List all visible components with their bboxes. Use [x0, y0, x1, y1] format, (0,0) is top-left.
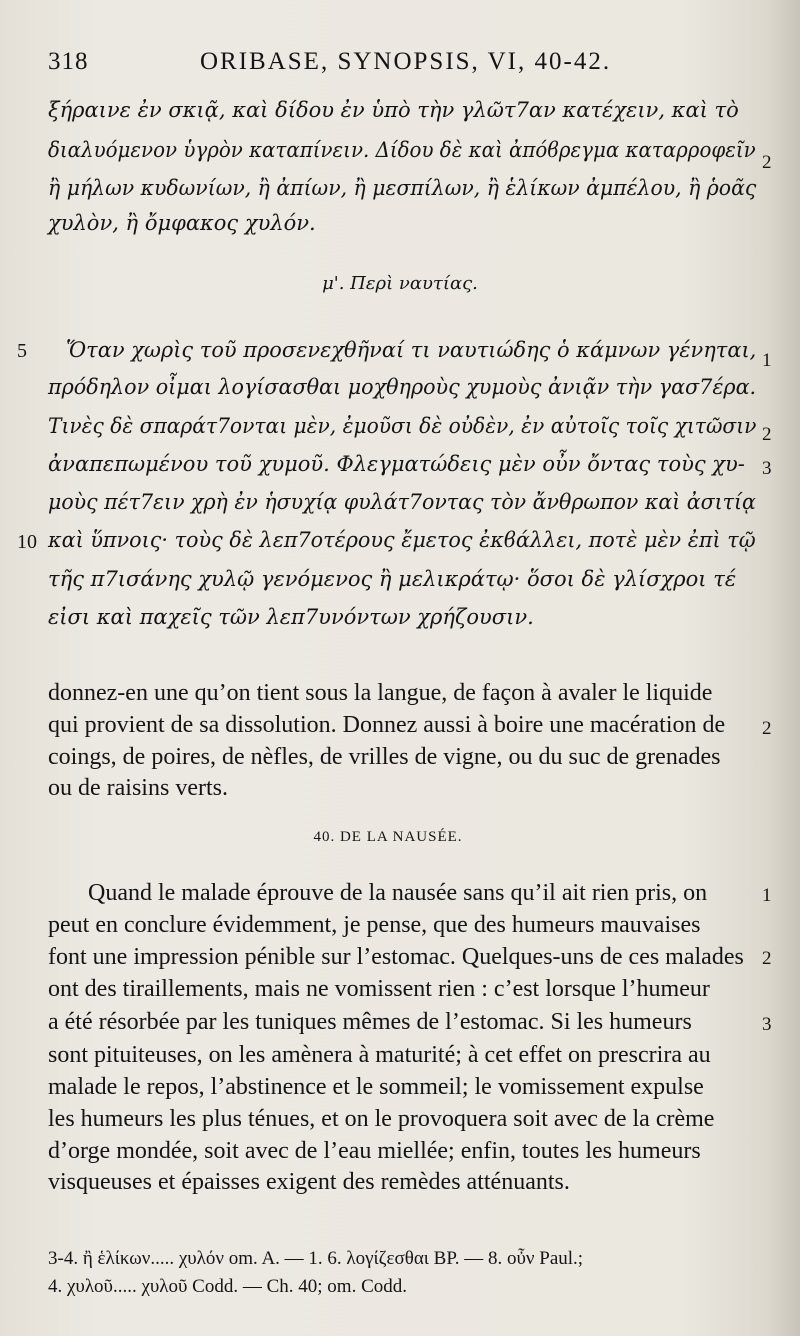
margin-number: 2: [762, 152, 772, 173]
greek-top-line: διαλυόμενον ὑγρὸν καταπίνειν. Δίδου δὲ καὶ ἀπόϐρεγμα καταρρoφεῖν: [48, 138, 756, 162]
margin-number: 2: [762, 948, 772, 969]
french-main-line: font une impression pénible sur l’estomac. Quelques-uns de ces malades: [48, 944, 744, 970]
french-main-line: d’orge mondée, soit avec de l’eau miellée; enfin, toutes les humeurs: [48, 1138, 701, 1164]
greek-main-line: μοὺς πέτ7ειν χρὴ ἐν ἡσυχίᾳ φυλάτ7οντας τὸν ἄνθρωπον καὶ ἀσιτίᾳ: [48, 490, 756, 514]
greek-top-line: χυλὸν, ἢ ὄμφακος χυλόν.: [48, 211, 316, 235]
margin-number: 3: [762, 458, 772, 479]
french-top-line: coings, de poires, de nèfles, de vrilles de vigne, ou du suc de grenades: [48, 744, 721, 770]
greek-main-line: καὶ ὕπνοις· τοὺς δὲ λεπ7οτέρους ἔμετος ἐκϐάλλει, ποτὲ μὲν ἐπὶ τῷ: [48, 528, 756, 552]
greek-top-line: ἢ μήλων κυδωνίων, ἢ ἀπίων, ἢ μεσπίλων, ἢ ἑλίκων ἀμπέλου, ἢ ῥοᾶς: [48, 176, 757, 200]
french-main-line: les humeurs les plus ténues, et on le provoquera soit avec de la crème: [48, 1106, 715, 1132]
greek-main-line: Ὅταν χωρὶς τοῦ προσενεχθῆναί τι ναυτιώδης ὁ κάμνων γένηται,: [66, 338, 757, 362]
greek-main-line: εἰσι καὶ παχεῖς τῶν λεπ7υνόντων χρήζουσιν.: [48, 605, 534, 629]
margin-number: 1: [762, 885, 772, 906]
margin-number: 2: [762, 424, 772, 445]
french-main-line: peut en conclure évidemment, je pense, que des humeurs mauvaises: [48, 912, 701, 938]
french-main-line: malade le repos, l’abstinence et le sommeil; le vomissement expulse: [48, 1074, 704, 1100]
footnote-line: 4. χυλοῦ..... χυλοῦ Codd. — Ch. 40; om. Codd.: [48, 1276, 407, 1297]
french-top-line: qui provient de sa dissolution. Donnez aussi à boire une macération de: [48, 712, 726, 738]
margin-number: 3: [762, 1014, 772, 1035]
page-header: [48, 48, 628, 82]
french-main-line: a été résorbée par les tuniques mêmes de l’estomac. Si les humeurs: [48, 1009, 692, 1035]
french-main-line: sont pituiteuses, on les amènera à maturité; à cet effet on prescrira au: [48, 1042, 711, 1068]
french-top-line: donnez-en une qu’on tient sous la langue, de façon à avaler le liquide: [48, 680, 713, 706]
greek-top-line: ξήραινε ἐν σκιᾷ, καὶ δίδου ἐν ὑπὸ τὴν γλῶτ7αν κατέχειν, καὶ τὸ: [48, 98, 739, 122]
french-section-heading: 40. DE LA NAUSÉE.: [313, 829, 463, 845]
greek-section-heading: μ'. Περὶ ναυτίας.: [322, 273, 478, 294]
french-main-line: visqueuses et épaisses exigent des remèdes atténuants.: [48, 1169, 570, 1195]
greek-main-line: Τινὲς δὲ σπαράτ7ονται μὲν, ἐμοῦσι δὲ οὐδὲν, ἐν αὐτοῖς τοῖς χιτῶσιν: [48, 414, 757, 438]
french-top-line: ou de raisins verts.: [48, 775, 228, 801]
page-number: 318: [48, 48, 89, 75]
line-number: 5: [17, 340, 27, 362]
margin-number: 2: [762, 718, 772, 739]
greek-main-line: τῆς π7ισάνης χυλῷ γενόμενος ἢ μελικράτῳ· ὅσοι δὲ γλίσχροι τέ: [48, 567, 737, 591]
running-title: ORIBASE, SYNOPSIS, VI, 40-42.: [200, 48, 612, 75]
footnote-line: 3-4. ἢ ἑλίκων..... χυλόν om. A. — 1. 6. λογίζεσθαι BP. — 8. οὖν Paul.;: [48, 1248, 584, 1269]
french-main-line: Quand le malade éprouve de la nausée sans qu’il ait rien pris, on: [88, 880, 708, 906]
margin-number: 1: [762, 350, 772, 371]
greek-main-line: ἀναπεπωμένου τοῦ χυμοῦ. Φλεγματώδεις μὲν οὖν ὄντας τοὺς χυ-: [48, 452, 745, 476]
greek-main-line: πρόδηλον οἶμαι λογίσασθαι μοχθηροὺς χυμοὺς ἀνιᾷν τὴν γασ7έρα.: [48, 375, 757, 399]
french-main-line: ont des tiraillements, mais ne vomissent rien : c’est lorsque l’humeur: [48, 976, 710, 1002]
line-number: 10: [17, 531, 37, 553]
